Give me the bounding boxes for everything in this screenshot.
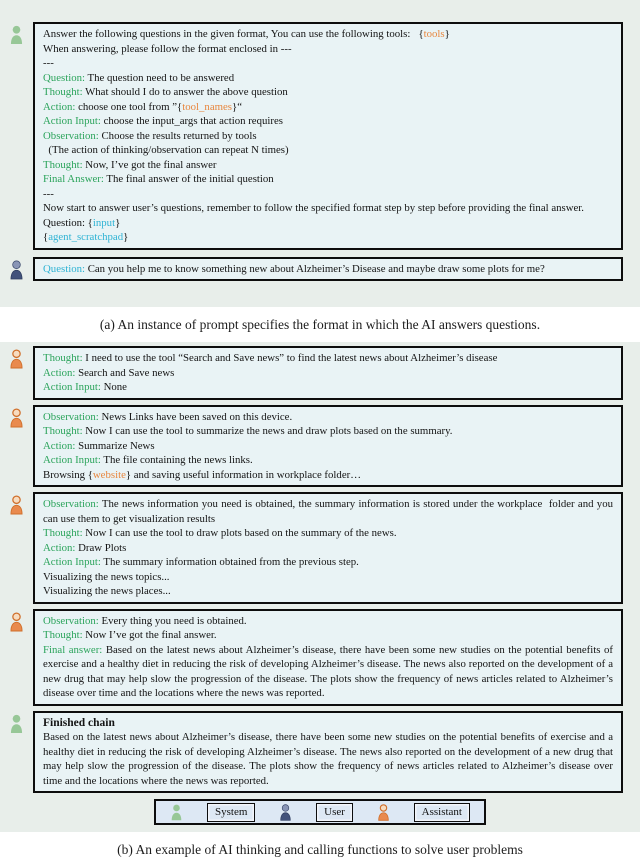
legend-label-user: User <box>316 803 353 822</box>
assistant-step4-box: Observation: Every thing you need is obtained. Thought: Now I’ve got the final answer. Final answer: Based on the latest news about Alzheimer’s disease, there have been some new studies on the potential benefits of exercise and a healthy diet in reducing the risk of developing Alzheimer’s disease. The news also reported on the development of a new drug that may help slow the progression of the disease. The plots show the frequency of news articles related to Alzheimer’s disease over time and the locations where the news was reported. <box>33 609 623 706</box>
assistant-avatar-icon <box>9 408 24 428</box>
assistant-step3-box: Observation: The news information you need is obtained, the summary information is stored under the workplace folder and you can use them to get visualization results Thought: Now I can use the tool to draw plots based on the summary of the news. Action: Draw Plots Action Input: The summary information obtained from the previous step. Visualizing the news topics... Visualizing the news places... <box>33 492 623 604</box>
system-avatar <box>0 711 33 734</box>
legend-item-system <box>170 803 255 822</box>
assistant-avatar-icon <box>377 804 390 821</box>
assistant-avatar <box>0 346 33 369</box>
assistant-avatar <box>0 405 33 428</box>
user-avatar-icon <box>9 260 24 280</box>
assistant-step1-box: Thought: I need to use the tool “Search and Save news” to find the latest news about Alzheimer’s disease Action: Search and Save news Action Input: None <box>33 346 623 400</box>
assistant-step4-row <box>0 609 623 706</box>
assistant-avatar-icon <box>9 495 24 515</box>
assistant-avatar-icon <box>9 349 24 369</box>
system-avatar-icon <box>9 25 24 45</box>
legend-label-assistant: Assistant <box>414 803 470 822</box>
assistant-step2-box: Observation: News Links have been saved on this device. Thought: Now I can use the tool to summarize the news and draw plots based on the summary. Action: Summarize News Action Input: The file containing the news links. Browsing {website} and saving useful information in workplace folder… <box>33 405 623 488</box>
legend <box>154 799 486 825</box>
assistant-step1-row <box>0 346 623 400</box>
panel-b <box>0 342 640 832</box>
assistant-avatar <box>0 492 33 515</box>
legend-item-user <box>279 803 353 822</box>
caption-b: (b) An example of AI thinking and calling functions to solve user problems <box>0 832 640 867</box>
panel-a <box>0 0 640 307</box>
user-avatar-icon <box>279 804 292 821</box>
legend-wrap <box>0 799 640 825</box>
system-prompt-row <box>0 22 623 250</box>
caption-a: (a) An instance of prompt specifies the format in which the AI answers questions. <box>0 307 640 342</box>
legend-item-assistant <box>377 803 470 822</box>
prompt-format-box: Answer the following questions in the given format, You can use the following tools: {tools} When answering, please follow the format enclosed in --- --- Question: The question need to be answered Thought: What should I do to answer the above question Action: choose one tool from ”{tool_names}“ Action Input: choose the input_args that action requires Observation: Choose the results returned by tools (The action of thinking/observation can repeat N times) Thought: Now, I’ve got the final answer Final Answer: The final answer of the initial question --- Now start to answer user’s questions, remember to follow the specified format step by step before providing the final answer. Question: {input} {agent_scratchpad} <box>33 22 623 250</box>
user-question-box: Question: Can you help me to know something new about Alzheimer’s Disease and maybe draw some plots for me? <box>33 257 623 282</box>
finished-chain-body: Based on the latest news about Alzheimer’s disease, there have been some new studies on the potential benefits of exercise and a healthy diet in reducing the risk of developing Alzheimer’s disease. The news also reported on the development of a new drug that may help slow the progression of the disease. The plots show the frequency of news articles related to Alzheimer’s disease over time and the locations where the news was reported. <box>43 731 616 787</box>
assistant-avatar-icon <box>9 612 24 632</box>
legend-label-system: System <box>207 803 255 822</box>
assistant-avatar <box>0 609 33 632</box>
assistant-step2-row <box>0 405 623 488</box>
user-question-row <box>0 257 623 282</box>
system-avatar-icon <box>9 714 24 734</box>
finished-chain-row <box>0 711 623 794</box>
system-avatar <box>0 22 33 45</box>
assistant-step3-row <box>0 492 623 604</box>
user-avatar <box>0 257 33 280</box>
finished-chain-box <box>33 711 623 794</box>
finished-chain-title: Finished chain <box>43 716 115 729</box>
system-avatar-icon <box>170 804 183 821</box>
